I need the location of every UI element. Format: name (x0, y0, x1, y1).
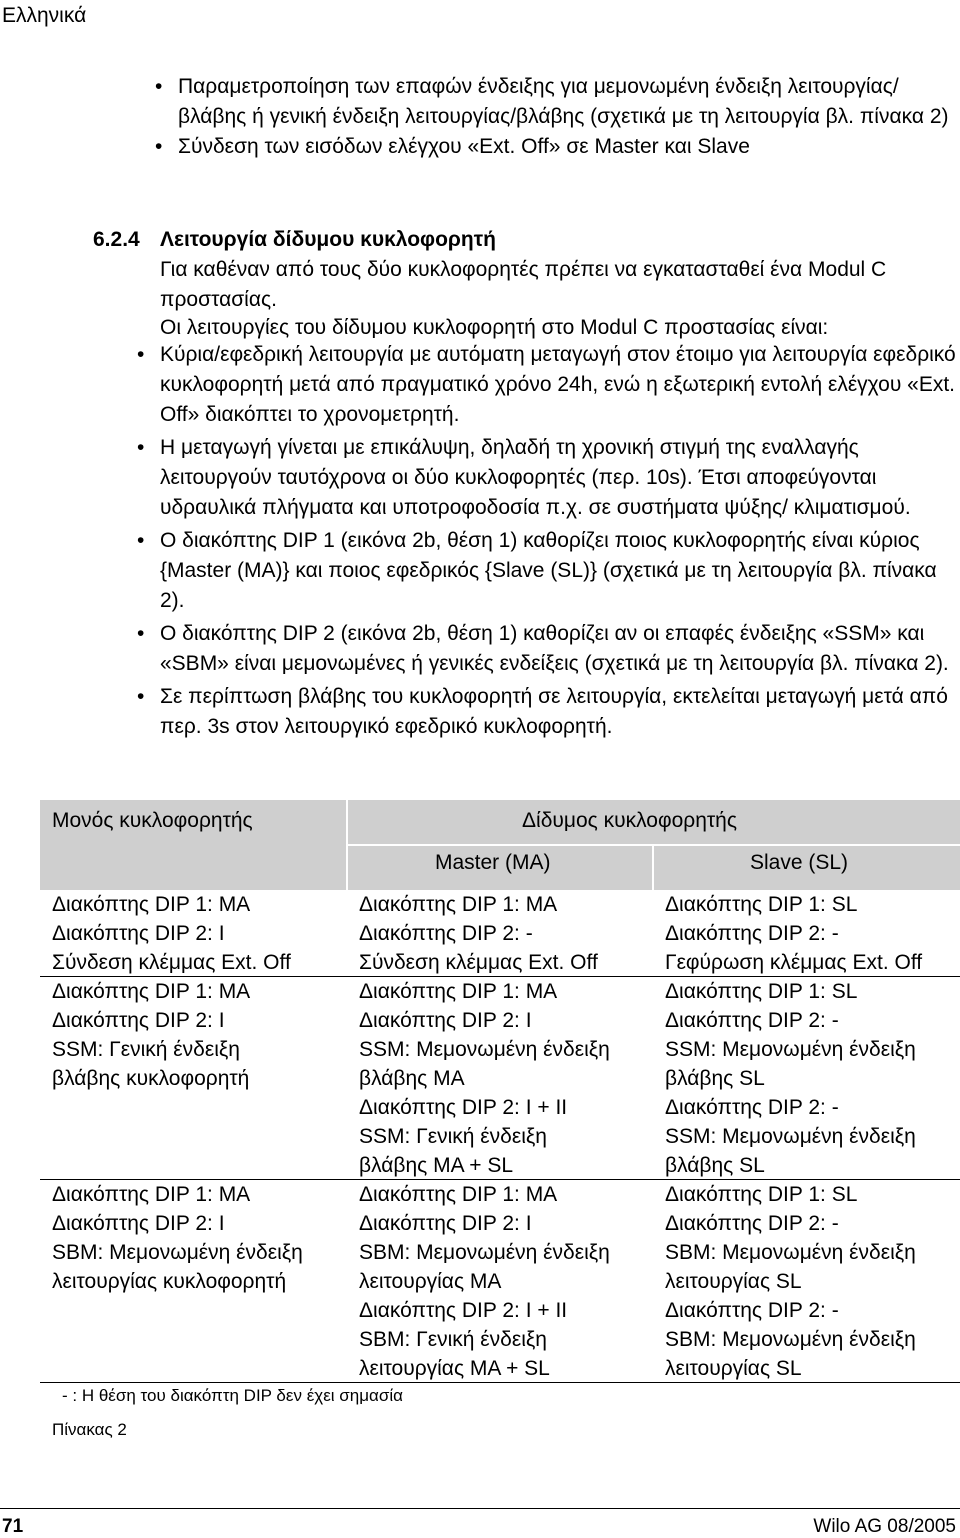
list-item: • Ο διακόπτης DIP 1 (εικόνα 2b, θέση 1) καθορίζει ποιος κυκλοφορητής είναι κύριος {Master (MA)} και ποιος εφεδρικός {Slave (SL)} (σχετικά με τη λειτουργία βλ. πίνακα 2). (137, 529, 937, 612)
column-header-single: Μονός κυκλοφορητής (52, 809, 253, 832)
column-header-slave: Slave (SL) (750, 851, 849, 874)
footer-rule (0, 1508, 960, 1509)
table-footnote: - : Η θέση του διακόπτη DIP δεν έχει σημασία (62, 1386, 403, 1405)
list-item: • Ο διακόπτης DIP 2 (εικόνα 2b, θέση 1) καθορίζει αν οι επαφές ένδειξης «SSM» και «SBM» είναι μεμονωμένες ή γενικές ενδείξεις (σχετικά με τη λειτουργία βλ. πίνακα 2). (137, 622, 949, 675)
table-cell-master: Διακόπτης DIP 1: MA Διακόπτης DIP 2: - Σύνδεση κλέμμας Ext. Off (359, 893, 598, 974)
function-list (137, 340, 957, 745)
list-item: • Σύνδεση των εισόδων ελέγχου «Ext. Off» σε Master και Slave (155, 135, 750, 158)
publisher-footer: Wilo AG 08/2005 (813, 1516, 956, 1537)
list-item-text: Παραμετροποίηση των επαφών ένδειξης για μεμονωμένη ένδειξη λειτουργίας/βλάβης ή γενική ένδειξη λειτουργίας/βλάβης (σχετικά με τη λειτουργία βλ. πίνακα 2) (178, 75, 949, 128)
column-header-twin: Δίδυμος κυκλοφορητής (522, 809, 737, 832)
row-divider (40, 1382, 960, 1383)
list-item-text: Η μεταγωγή γίνεται με επικάλυψη, δηλαδή τη χρονική στιγμή της εναλλαγής λειτουργούν ταυτόχρονα οι δύο κυκλοφορητές (περ. 10s). Έτσι αποφεύγονται υδραυλικά πλήγματα και υποτροφοδοσία π.χ. σε συστήματα ψύξης/ κλιματισμού. (160, 436, 911, 519)
list-item-text: Κύρια/εφεδρική λειτουργία με αυτόματη μεταγωγή στον έτοιμο για λειτουργία εφεδρικό κυκλοφορητή μετά από πραγματικό χρόνο 24h, ενώ η εξωτερική εντολή ελέγχου «Ext. Off» διακόπτει το χρονομετρητή. (160, 343, 956, 426)
column-header-master: Master (MA) (435, 851, 551, 874)
table-cell-single: Διακόπτης DIP 1: MA Διακόπτης DIP 2: I SSM: Γενική ένδειξη βλάβης κυκλοφορητή (52, 980, 251, 1090)
table-cell-slave: Διακόπτης DIP 1: SL Διακόπτης DIP 2: - Γεφύρωση κλέμμας Ext. Off (665, 893, 923, 974)
table-cell-slave: Διακόπτης DIP 1: SL Διακόπτης DIP 2: - SSM: Μεμονωμένη ένδειξη βλάβης SL Διακόπτης DIP 2: - SSM: Μεμονωμένη ένδειξη βλάβης SL (665, 980, 916, 1177)
list-item: • Σε περίπτωση βλάβης του κυκλοφορητή σε λειτουργία, εκτελείται μεταγωγή μετά από περ. 3s στον λειτουργικό εφεδρικό κυκλοφορητή. (137, 685, 948, 738)
table-caption: Πίνακας 2 (52, 1420, 127, 1439)
table-header-divider (348, 844, 960, 846)
list-item-text: Ο διακόπτης DIP 2 (εικόνα 2b, θέση 1) καθορίζει αν οι επαφές ένδειξης «SSM» και «SBM» είναι μεμονωμένες ή γενικές ενδείξεις (σχετικά με τη λειτουργία βλ. πίνακα 2). (160, 622, 949, 675)
list-item-text: Σύνδεση των εισόδων ελέγχου «Ext. Off» σε Master και Slave (178, 135, 750, 158)
list-item-text: Σε περίπτωση βλάβης του κυκλοφορητή σε λειτουργία, εκτελείται μεταγωγή μετά από περ. 3s στον λειτουργικό εφεδρικό κυκλοφορητή. (160, 685, 948, 738)
section-lead: Οι λειτουργίες του δίδυμου κυκλοφορητή στο Modul C προστασίας είναι: (160, 316, 829, 339)
top-bullet-list (155, 72, 955, 162)
page-number: 71 (2, 1516, 24, 1537)
list-item: • Η μεταγωγή γίνεται με επικάλυψη, δηλαδή τη χρονική στιγμή της εναλλαγής λειτουργούν ταυτόχρονα οι δύο κυκλοφορητές (περ. 10s). Έτσι αποφεύγονται υδραυλικά πλήγματα και υποτροφοδοσία π.χ. σε συστήματα ψύξης/ κλιματισμού. (137, 436, 911, 519)
table-cell-master: Διακόπτης DIP 1: MA Διακόπτης DIP 2: I SBM: Μεμονωμένη ένδειξη λειτουργίας MA Διακόπτης DIP 2: I + II SBM: Γενική ένδειξη λειτουργίας MA + SL (359, 1183, 610, 1380)
list-item-text: Ο διακόπτης DIP 1 (εικόνα 2b, θέση 1) καθορίζει ποιος κυκλοφορητής είναι κύριος {Master (MA)} και ποιος εφεδρικός {Slave (SL)} (σχετικά με τη λειτουργία βλ. πίνακα 2). (160, 529, 937, 612)
list-item: • Κύρια/εφεδρική λειτουργία με αυτόματη μεταγωγή στον έτοιμο για λειτουργία εφεδρικό κυκλοφορητή μετά από πραγματικό χρόνο 24h, ενώ η εξωτερική εντολή ελέγχου «Ext. Off» διακόπτει το χρονομετρητή. (137, 343, 956, 426)
table-cell-single: Διακόπτης DIP 1: MA Διακόπτης DIP 2: I SBM: Μεμονωμένη ένδειξη λειτουργίας κυκλοφορητή (52, 1183, 303, 1293)
section-number: 6.2.4 (93, 228, 140, 251)
section-intro: Για καθέναν από τους δύο κυκλοφορητές πρέπει να εγκατασταθεί ένα Modul C προστασίας. (160, 258, 887, 311)
language-label: Ελληνικά (2, 4, 87, 27)
list-item: • Παραμετροποίηση των επαφών ένδειξης για μεμονωμένη ένδειξη λειτουργίας/βλάβης ή γενική ένδειξη λειτουργίας/βλάβης (σχετικά με τη λειτουργία βλ. πίνακα 2) (155, 75, 949, 128)
section-title: Λειτουργία δίδυμου κυκλοφορητή (160, 228, 496, 251)
table-cell-master: Διακόπτης DIP 1: MA Διακόπτης DIP 2: I SSM: Μεμονωμένη ένδειξη βλάβης MA Διακόπτης DIP 2: I + II SSM: Γενική ένδειξη βλάβης MA + SL (359, 980, 610, 1177)
table-cell-single: Διακόπτης DIP 1: MA Διακόπτης DIP 2: I Σύνδεση κλέμμας Ext. Off (52, 893, 291, 974)
table-header-divider (652, 845, 654, 890)
table-cell-slave: Διακόπτης DIP 1: SL Διακόπτης DIP 2: - SBM: Μεμονωμένη ένδειξη λειτουργίας SL Διακόπτης DIP 2: - SBM: Μεμονωμένη ένδειξη λειτουργίας SL (665, 1183, 916, 1380)
